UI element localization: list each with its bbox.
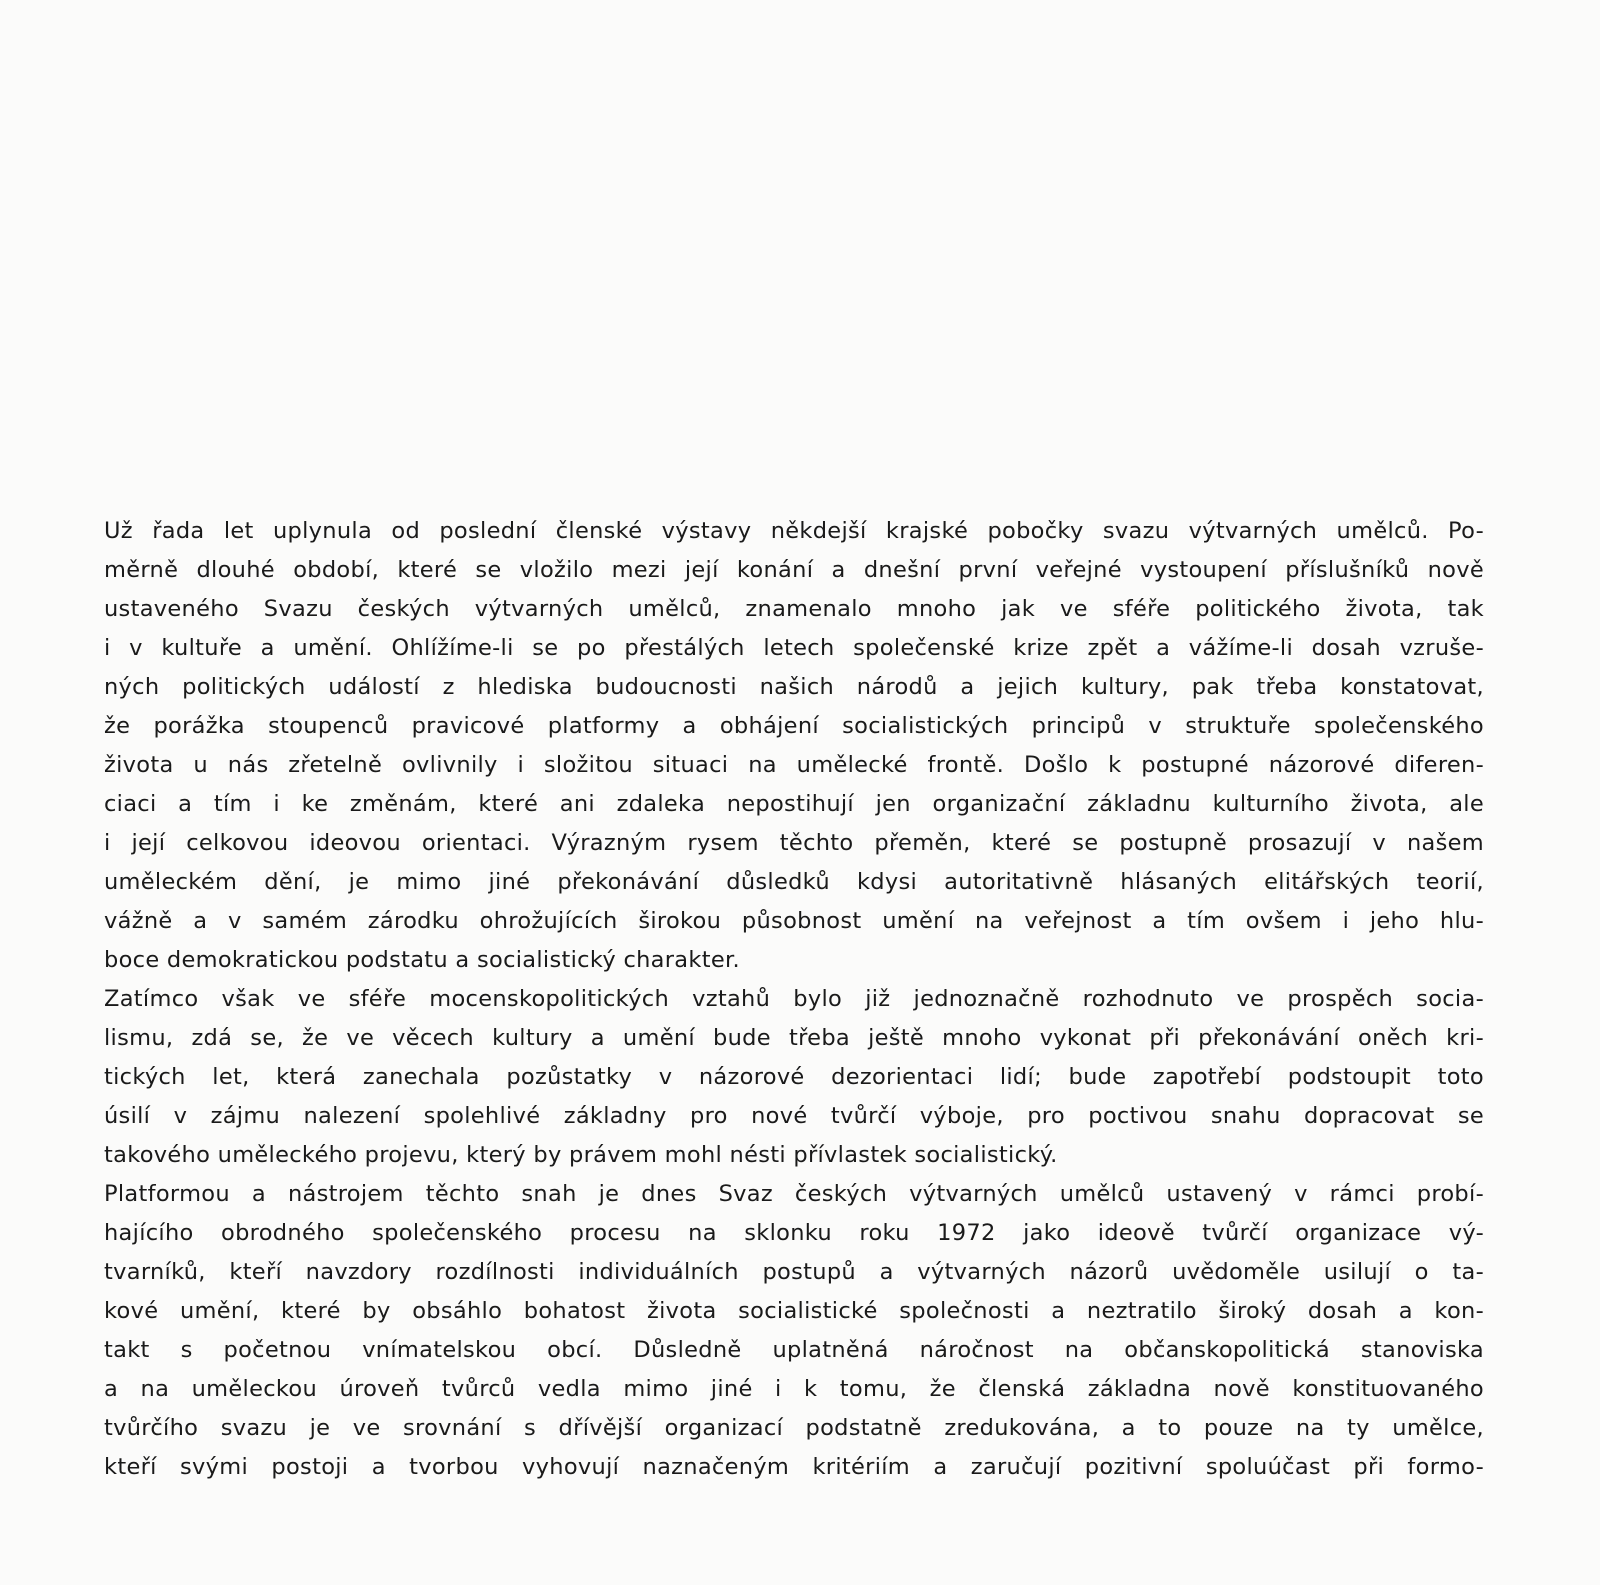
text-line: života u nás zřetelně ovlivnily i složitou situaci na umělecké frontě. Došlo k postupné názorové diferen-	[104, 752, 1484, 778]
text-line: kteří svými postoji a tvorbou vyhovují naznačeným kritériím a zaručují pozitivní spoluúčast při formo-	[104, 1454, 1484, 1480]
text-line: uměleckém dění, je mimo jiné překonávání důsledků kdysi autoritativně hlásaných elitářských teorií,	[104, 869, 1484, 895]
text-line: tvůrčího svazu je ve srovnání s dřívější organizací podstatně zredukována, a to pouze na ty umělce,	[104, 1415, 1484, 1441]
text-line: hajícího obrodného společenského procesu na sklonku roku 1972 jako ideově tvůrčí organizace vý-	[104, 1220, 1484, 1246]
text-line: ciaci a tím i ke změnám, které ani zdaleka nepostihují jen organizační základnu kulturního života, ale	[104, 791, 1484, 817]
text-line: i v kultuře a umění. Ohlížíme-li se po přestálých letech společenské krize zpět a vážíme-li dosah vzruše-	[104, 635, 1484, 661]
paragraph-2	[104, 980, 1484, 1175]
text-line: ustaveného Svazu českých výtvarných umělců, znamenalo mnoho jak ve sféře politického života, tak	[104, 596, 1484, 622]
text-line: tvarníků, kteří navzdory rozdílnosti individuálních postupů a výtvarných názorů uvědoměle usilují o ta-	[104, 1259, 1484, 1285]
text-line: úsilí v zájmu nalezení spolehlivé základny pro nové tvůrčí výboje, pro poctivou snahu dopracovat se	[104, 1103, 1484, 1129]
text-line: kové umění, které by obsáhlo bohatost života socialistické společnosti a neztratilo široký dosah a kon-	[104, 1298, 1484, 1324]
text-line: takt s početnou vnímatelskou obcí. Důsledně uplatněná náročnost na občanskopolitická stanoviska	[104, 1337, 1484, 1363]
text-line: měrně dlouhé období, které se vložilo mezi její konání a dnešní první veřejné vystoupení příslušníků nově	[104, 557, 1484, 583]
text-line: Zatímco však ve sféře mocenskopolitických vztahů bylo již jednoznačně rozhodnuto ve prospěch socia-	[104, 986, 1484, 1012]
text-line: i její celkovou ideovou orientaci. Výrazným rysem těchto přeměn, které se postupně prosazují v našem	[104, 830, 1484, 856]
paragraph-1	[104, 512, 1484, 980]
paragraph-3	[104, 1175, 1484, 1487]
text-line: tických let, která zanechala pozůstatky v názorové dezorientaci lidí; bude zapotřebí podstoupit toto	[104, 1064, 1484, 1090]
text-line: lismu, zdá se, že ve věcech kultury a umění bude třeba ještě mnoho vykonat při překonávání oněch kri-	[104, 1025, 1484, 1051]
text-line: ných politických událostí z hlediska budoucnosti našich národů a jejich kultury, pak třeba konstatovat,	[104, 674, 1484, 700]
text-line: takového uměleckého projevu, který by právem mohl nésti přívlastek socialistický.	[104, 1142, 1058, 1168]
text-line: vážně a v samém zárodku ohrožujících širokou působnost umění na veřejnost a tím ovšem i jeho hlu-	[104, 908, 1484, 934]
document-body	[104, 512, 1484, 1487]
text-line: Už řada let uplynula od poslední členské výstavy někdejší krajské pobočky svazu výtvarných umělců. Po-	[104, 518, 1484, 544]
text-line: Platformou a nástrojem těchto snah je dnes Svaz českých výtvarných umělců ustavený v rámci probí-	[104, 1181, 1484, 1207]
text-line: že porážka stoupenců pravicové platformy a obhájení socialistických principů v struktuře společenského	[104, 713, 1484, 739]
text-line: boce demokratickou podstatu a socialistický charakter.	[104, 947, 740, 973]
text-line: a na uměleckou úroveň tvůrců vedla mimo jiné i k tomu, že členská základna nově konstituovaného	[104, 1376, 1484, 1402]
